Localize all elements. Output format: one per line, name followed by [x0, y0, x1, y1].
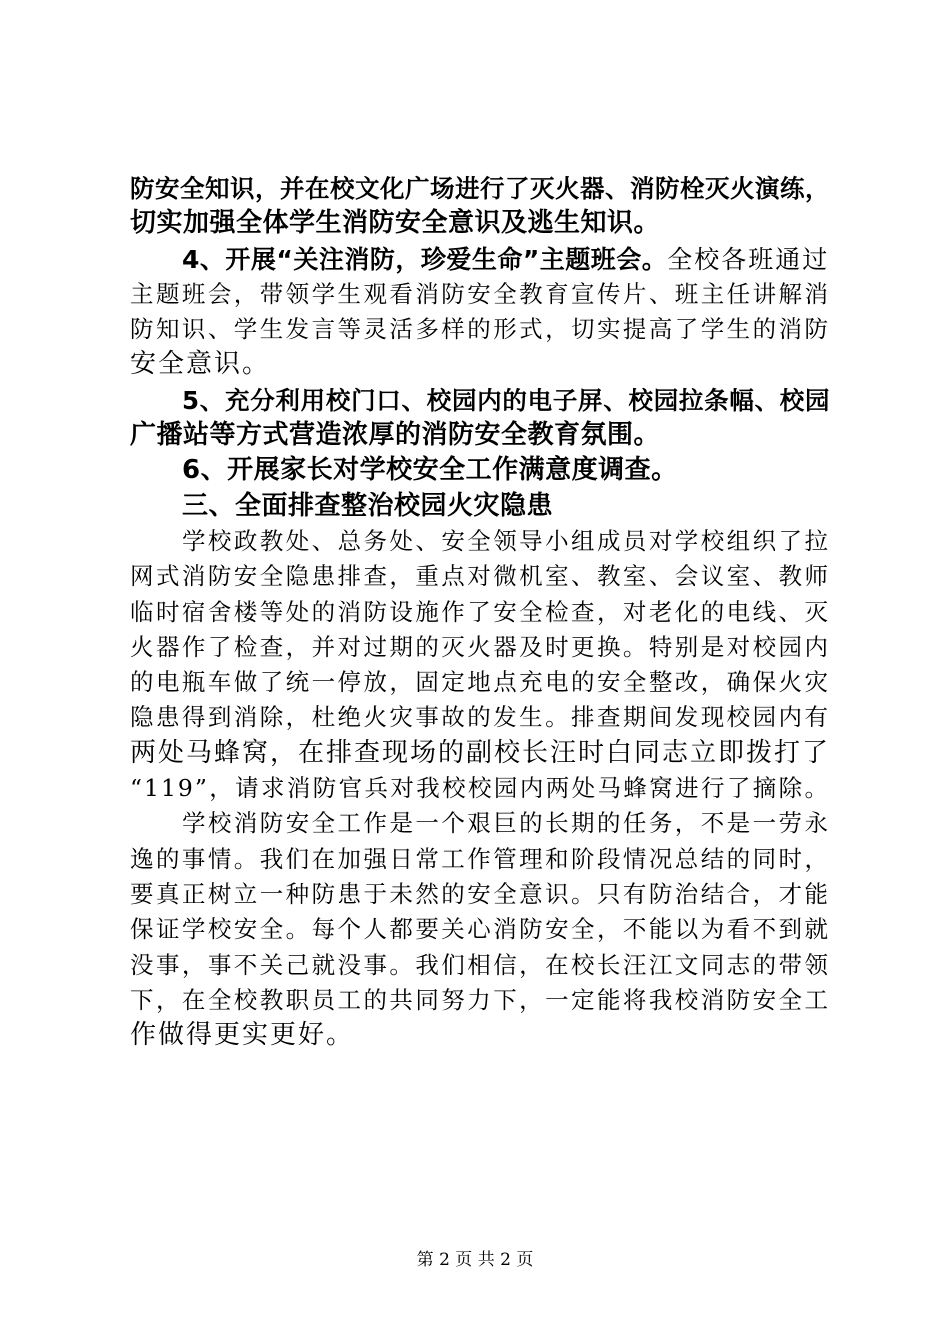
text-line: 隐患得到消除，杜绝火灾事故的发生。排查期间发现校园内有: [130, 703, 830, 732]
page-footer: 第 2 页 共 2 页: [416, 1250, 534, 1270]
item-text: 全校各班通过: [667, 244, 830, 274]
text-line: 6、开展家长对学校安全工作满意度调查。: [182, 455, 678, 486]
text-line: 学校消防安全工作是一个艰巨的长期的任务，不是一劳永: [182, 809, 830, 838]
section-heading: 三、全面排查整治校园火灾隐患: [182, 490, 554, 521]
text-line: “119”，请求消防官兵对我校校园内两处马蜂窝进行了摘除。: [130, 774, 830, 803]
text-line: 学校政教处、总务处、安全领导小组成员对学校组织了拉: [182, 526, 830, 555]
text-line: 火器作了检查，并对过期的灭火器及时更换。特别是对校园内: [130, 632, 830, 661]
text-line: 5、充分利用校门口、校园内的电子屏、校园拉条幅、校园: [182, 385, 830, 415]
text-line: 网式消防安全隐患排查，重点对微机室、教室、会议室、教师: [130, 562, 830, 591]
text-line: 切实加强全体学生消防安全意识及逃生知识。: [130, 208, 661, 239]
text-line: [130, 242, 830, 277]
text-line: 保证学校安全。每个人都要关心消防安全，不能以为看不到就: [130, 915, 830, 944]
text-line: 没事，事不关己就没事。我们相信，在校长汪江文同志的带领: [130, 950, 830, 979]
text-line: 防知识、学生发言等灵活多样的形式，切实提高了学生的消防: [130, 315, 830, 344]
text-line: 两处马蜂窝，在排查现场的副校长汪时白同志立即拨打了: [130, 737, 830, 768]
text-line: 临时宿舍楼等处的消防设施作了安全检查，对老化的电线、灭: [130, 597, 830, 626]
text-line: 要真正树立一种防患于未然的安全意识。只有防治结合，才能: [130, 879, 830, 908]
text-line: 主题班会，带领学生观看消防安全教育宣传片、班主任讲解消: [130, 279, 830, 308]
text-line: 下，在全校教职员工的共同努力下，一定能将我校消防安全工: [130, 985, 830, 1014]
item-heading: 4、开展“关注消防，珍爱生命”主题班会。: [182, 244, 668, 274]
text-line: 作做得更实更好。: [130, 1020, 355, 1051]
text-line: 安全意识。: [130, 349, 271, 380]
text-line: 逸的事情。我们在加强日常工作管理和阶段情况总结的同时，: [130, 844, 830, 873]
text-line: 防安全知识，并在校文化广场进行了灭火器、消防栓灭火演练，: [130, 174, 830, 203]
document-body: [130, 171, 830, 1053]
text-line: 的电瓶车做了统一停放，固定地点充电的安全整改，确保火灾: [130, 668, 830, 697]
text-line: 广播站等方式营造浓厚的消防安全教育氛围。: [130, 420, 661, 451]
